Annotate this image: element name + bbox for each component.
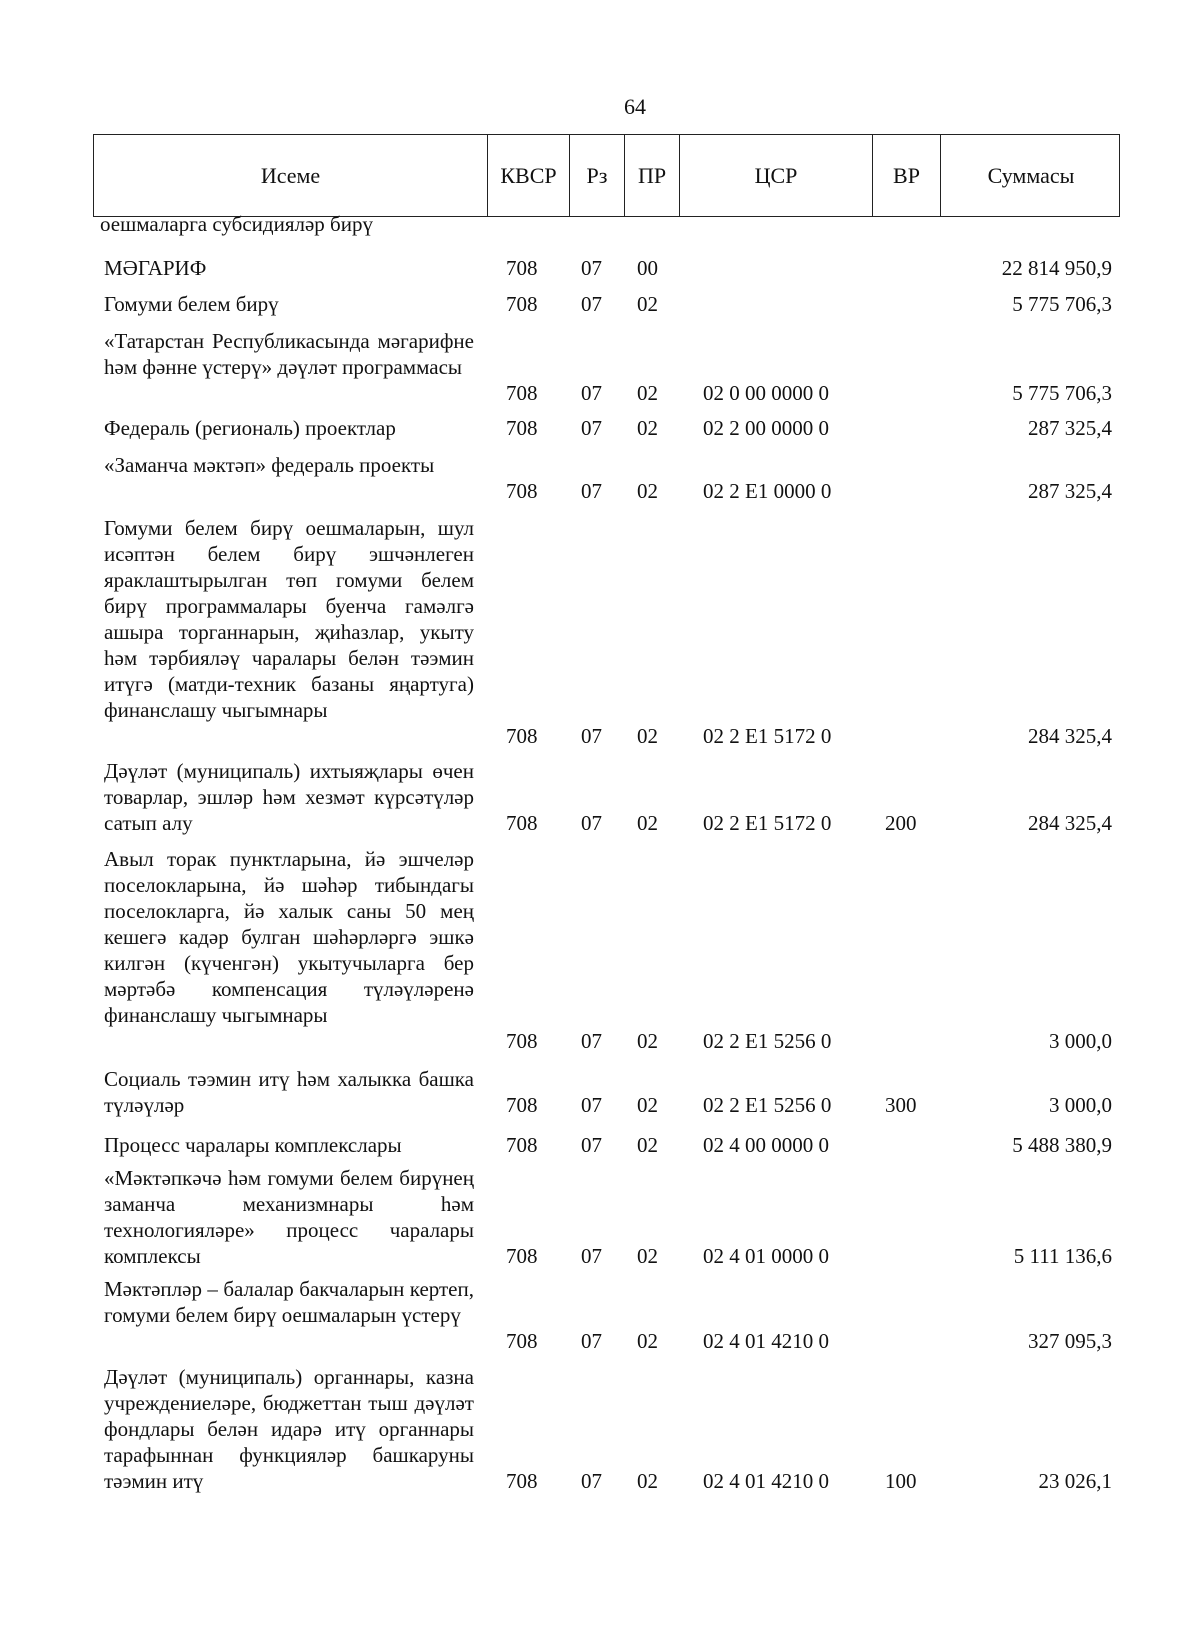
row-rz: 07	[581, 1133, 602, 1157]
row-csr: 02 2 E1 0000 0	[703, 479, 832, 503]
table-row	[0, 1276, 1200, 1354]
row-pr: 02	[637, 1329, 658, 1353]
row-sum: 284 325,4	[1028, 724, 1112, 748]
row-rz: 07	[581, 256, 602, 280]
row-pr: 02	[637, 1244, 658, 1268]
table-row	[0, 415, 1200, 441]
row-pr: 02	[637, 416, 658, 440]
row-name: «Татарстан Республикасында мәгарифне һәм фәнне үстерү» дәүләт программасы	[104, 329, 474, 379]
row-sum: 5 488 380,9	[1012, 1133, 1112, 1157]
row-sum: 327 095,3	[1028, 1329, 1112, 1353]
row-sum: 5 775 706,3	[1012, 381, 1112, 405]
row-name: «Мәктәпкәчә һәм гомуми белем бирүнең заманча механизмнары һәм технологияләре» процесс чаралары комплексы	[104, 1166, 474, 1268]
row-sum: 23 026,1	[1038, 1469, 1112, 1493]
row-kvsr: 708	[506, 724, 538, 748]
row-csr: 02 4 01 4210 0	[703, 1469, 829, 1493]
table-row	[0, 1066, 1200, 1118]
row-rz: 07	[581, 381, 602, 405]
page-number: 64	[624, 94, 646, 119]
row-kvsr: 708	[506, 811, 538, 835]
row-name: Гомуми белем бирү	[104, 292, 279, 316]
row-kvsr: 708	[506, 1469, 538, 1493]
row-csr: 02 2 E1 5172 0	[703, 724, 832, 748]
row-pr: 00	[637, 256, 658, 280]
table-row	[0, 515, 1200, 749]
row-sum: 287 325,4	[1028, 416, 1112, 440]
table-row	[0, 1364, 1200, 1494]
table-row	[0, 1132, 1200, 1158]
row-rz: 07	[581, 811, 602, 835]
header-sum: Суммасы	[940, 135, 1121, 216]
row-sum: 3 000,0	[1049, 1093, 1112, 1117]
header-pr: ПР	[624, 135, 679, 216]
row-name: Гомуми белем бирү оешмаларын, шул исәптән белем бирү эшчәнлеген яраклаштырылган төп гомуми белем бирү программалары буенча гамәлгә ашыра торганнарын, җиһазлар, укыту һәм тәрбияләү чаралары белән тәэмин итүгә (матди-техник базаны яңартуга) финанслашу чыгымнары	[104, 516, 474, 722]
row-name: Дәүләт (муниципаль) ихтыяҗлары өчен товарлар, эшләр һәм хезмәт күрсәтүләр сатып алу	[104, 759, 474, 835]
row-kvsr: 708	[506, 1093, 538, 1117]
row-name: Мәктәпләр – балалар бакчаларын кертеп, гомуми белем бирү оешмаларын үстерү	[104, 1277, 474, 1327]
row-name: Социаль тәэмин итү һәм халыкка башка түләүләр	[104, 1067, 474, 1117]
row-sum: 5 775 706,3	[1012, 292, 1112, 316]
row-name: Авыл торак пунктларына, йә эшчеләр поселокларына, йә шәһәр тибындагы поселокларга, йә халык саны 50 мең кешегә кадәр булган шәһәрләргә эшкә килгән (күченгән) укытучыларга бер мәртәбә компенсация түләүләренә финанслашу чыгымнары	[104, 847, 474, 1027]
row-pr: 02	[637, 1469, 658, 1493]
row-csr: 02 2 E1 5172 0	[703, 811, 832, 835]
row-vr: 300	[885, 1093, 917, 1117]
row-vr: 100	[885, 1469, 917, 1493]
header-kvsr: КВСР	[487, 135, 569, 216]
row-rz: 07	[581, 724, 602, 748]
row-pr: 02	[637, 1029, 658, 1053]
row-name: Процесс чаралары комплекслары	[104, 1133, 402, 1157]
row-name: МӘГАРИФ	[104, 256, 207, 280]
row-sum: 287 325,4	[1028, 479, 1112, 503]
row-rz: 07	[581, 1244, 602, 1268]
row-pr: 02	[637, 811, 658, 835]
table-row	[0, 291, 1200, 317]
row-csr: 02 2 00 0000 0	[703, 416, 829, 440]
header-csr: ЦСР	[679, 135, 872, 216]
row-pr: 02	[637, 1133, 658, 1157]
row-csr: 02 0 00 0000 0	[703, 381, 829, 405]
row-kvsr: 708	[506, 1133, 538, 1157]
row-kvsr: 708	[506, 1329, 538, 1353]
row-kvsr: 708	[506, 1244, 538, 1268]
row-kvsr: 708	[506, 416, 538, 440]
row-rz: 07	[581, 1093, 602, 1117]
row-vr: 200	[885, 811, 917, 835]
row-csr: 02 4 01 0000 0	[703, 1244, 829, 1268]
header-name: Исеме	[260, 162, 321, 188]
row-name: Федераль (региональ) проектлар	[104, 416, 396, 440]
row-rz: 07	[581, 479, 602, 503]
row-rz: 07	[581, 1329, 602, 1353]
table-row	[0, 1165, 1200, 1269]
row-pr: 02	[637, 292, 658, 316]
row-rz: 07	[581, 292, 602, 316]
row-kvsr: 708	[506, 292, 538, 316]
row-kvsr: 708	[506, 256, 538, 280]
row-sum: 5 111 136,6	[1013, 1244, 1112, 1268]
table-row	[0, 758, 1200, 836]
table-row	[0, 328, 1200, 406]
row-csr: 02 2 E1 5256 0	[703, 1093, 832, 1117]
header-vr: ВР	[872, 135, 940, 216]
row-rz: 07	[581, 1469, 602, 1493]
row-rz: 07	[581, 1029, 602, 1053]
header-rz: Рз	[569, 135, 624, 216]
row-csr: 02 4 01 4210 0	[703, 1329, 829, 1353]
table-row	[0, 452, 1200, 504]
row-pr: 02	[637, 381, 658, 405]
row-pr: 02	[637, 479, 658, 503]
row-sum: 3 000,0	[1049, 1029, 1112, 1053]
row-sum: 284 325,4	[1028, 811, 1112, 835]
row-pr: 02	[637, 1093, 658, 1117]
row-kvsr: 708	[506, 479, 538, 503]
table-row	[0, 255, 1200, 281]
row-sum: 22 814 950,9	[1001, 256, 1112, 280]
table-header	[93, 134, 1120, 217]
table-row	[0, 211, 1200, 237]
row-name: оешмаларга субсидияләр бирү	[100, 212, 373, 236]
row-csr: 02 2 E1 5256 0	[703, 1029, 832, 1053]
row-kvsr: 708	[506, 1029, 538, 1053]
row-kvsr: 708	[506, 381, 538, 405]
row-csr: 02 4 00 0000 0	[703, 1133, 829, 1157]
row-name: Дәүләт (муниципаль) органнары, казна учреждениеләре, бюджеттан тыш дәүләт фондлары белән идарә итү органнары тарафыннан функцияләр башкаруны тәэмин итү	[104, 1365, 474, 1493]
table-row	[0, 846, 1200, 1054]
row-name: «Заманча мәктәп» федераль проекты	[104, 453, 435, 477]
row-pr: 02	[637, 724, 658, 748]
row-rz: 07	[581, 416, 602, 440]
